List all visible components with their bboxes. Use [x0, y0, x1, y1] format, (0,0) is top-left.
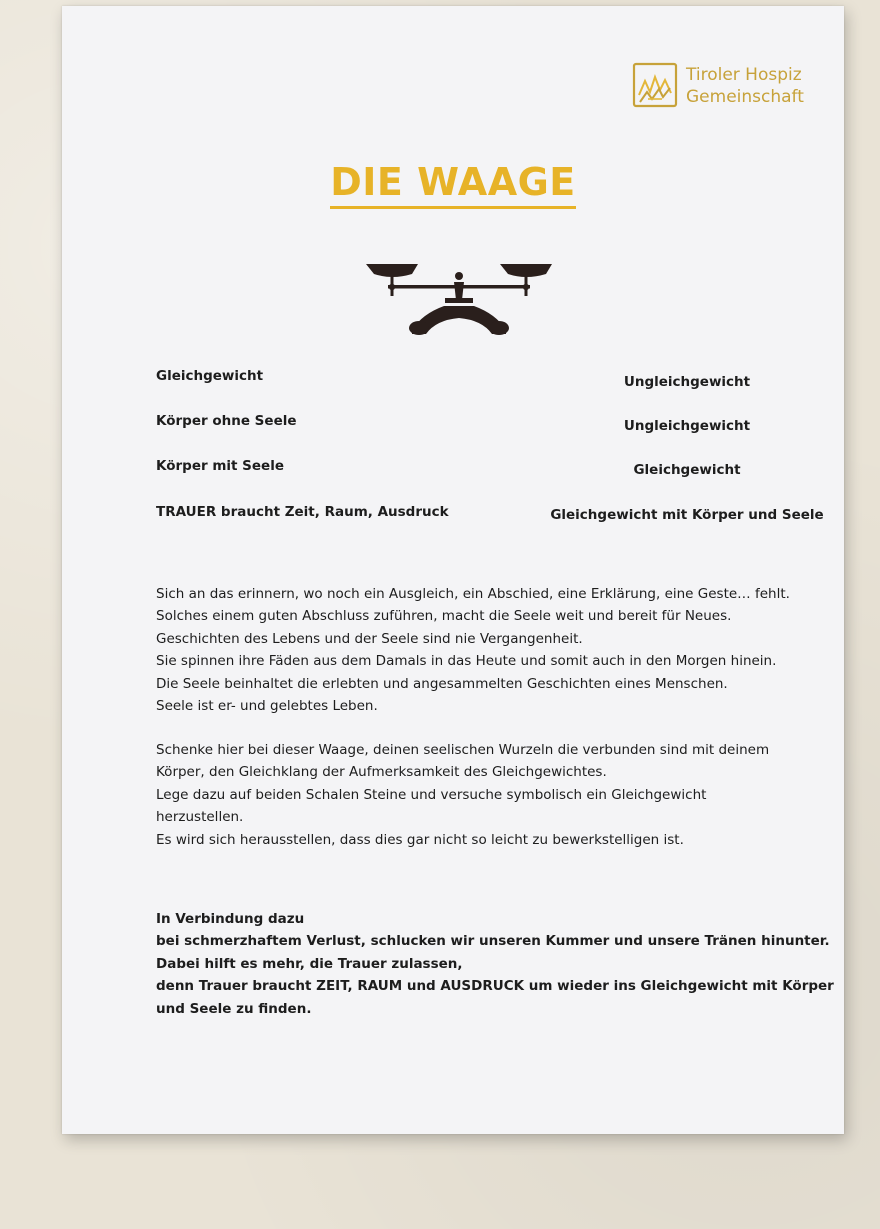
text-line: Sie spinnen ihre Fäden aus dem Damals in das Heute und somit auch in den Morgen hinein.: [156, 653, 777, 670]
text-line: Geschichten des Lebens und der Seele sind nie Vergangenheit.: [156, 630, 583, 647]
text-line: Lege dazu auf beiden Schalen Steine und versuche symbolisch ein Gleichgewicht: [156, 786, 707, 803]
poster-sheet: [62, 6, 844, 1134]
text-line: Die Seele beinhaltet die erlebten und angesammelten Geschichten eines Menschen.: [156, 675, 728, 692]
logo: [632, 62, 822, 114]
logo-text: [686, 64, 804, 108]
pair-right-2: Ungleichgewicht: [623, 418, 751, 434]
paragraph-instruction: [156, 739, 776, 851]
text-line: Seele ist er- und gelebtes Leben.: [156, 698, 378, 715]
text-line: denn Trauer braucht ZEIT, RAUM und AUSDRUCK um wieder ins Gleichgewicht mit Körper: [156, 978, 834, 995]
text-line: Schenke hier bei dieser Waage, deinen seelischen Wurzeln die verbunden sind mit deinem: [156, 742, 770, 758]
pair-right-4: Gleichgewicht mit Körper und Seele: [550, 507, 824, 523]
page-title-wrapper: [62, 160, 844, 209]
pair-left-4: TRAUER braucht Zeit, Raum, Ausdruck: [156, 504, 449, 520]
text-line: Körper, den Gleichklang der Aufmerksamkeit des Gleichgewichtes.: [156, 764, 607, 781]
text-line: Es wird sich herausstellen, dass dies gar nicht so leicht zu bewerkstelligen ist.: [156, 831, 684, 848]
text-line: Dabei hilft es mehr, die Trauer zulassen,: [156, 955, 463, 972]
pair-left-3: Körper mit Seele: [156, 458, 284, 474]
balance-scale-icon: [362, 260, 556, 338]
logo-line-1: Tiroler Hospiz: [686, 65, 802, 85]
paragraph-memory: [156, 583, 790, 717]
paragraph-grief: [156, 908, 834, 1020]
text-line: herzustellen.: [156, 809, 244, 826]
text-line: In Verbindung dazu: [156, 911, 305, 927]
pair-right-3: Gleichgewicht: [633, 462, 741, 478]
text-line: Solches einem guten Abschluss zuführen, macht die Seele weit und bereit für Neues.: [156, 608, 732, 625]
logo-line-2: Gemeinschaft: [686, 87, 804, 107]
page-title: DIE WAAGE: [330, 160, 576, 209]
text-line: bei schmerzhaftem Verlust, schlucken wir unseren Kummer und unsere Tränen hinunter.: [156, 933, 830, 950]
pair-right-1: Ungleichgewicht: [623, 374, 751, 390]
text-line: und Seele zu finden.: [156, 1000, 312, 1017]
hospiz-logo-icon: [632, 62, 678, 108]
pair-left-2: Körper ohne Seele: [156, 413, 297, 429]
text-line: Sich an das erinnern, wo noch ein Ausgleich, ein Abschied, eine Erklärung, eine Geste… fehlt.: [156, 586, 790, 602]
pair-left-1: Gleichgewicht: [156, 368, 264, 384]
